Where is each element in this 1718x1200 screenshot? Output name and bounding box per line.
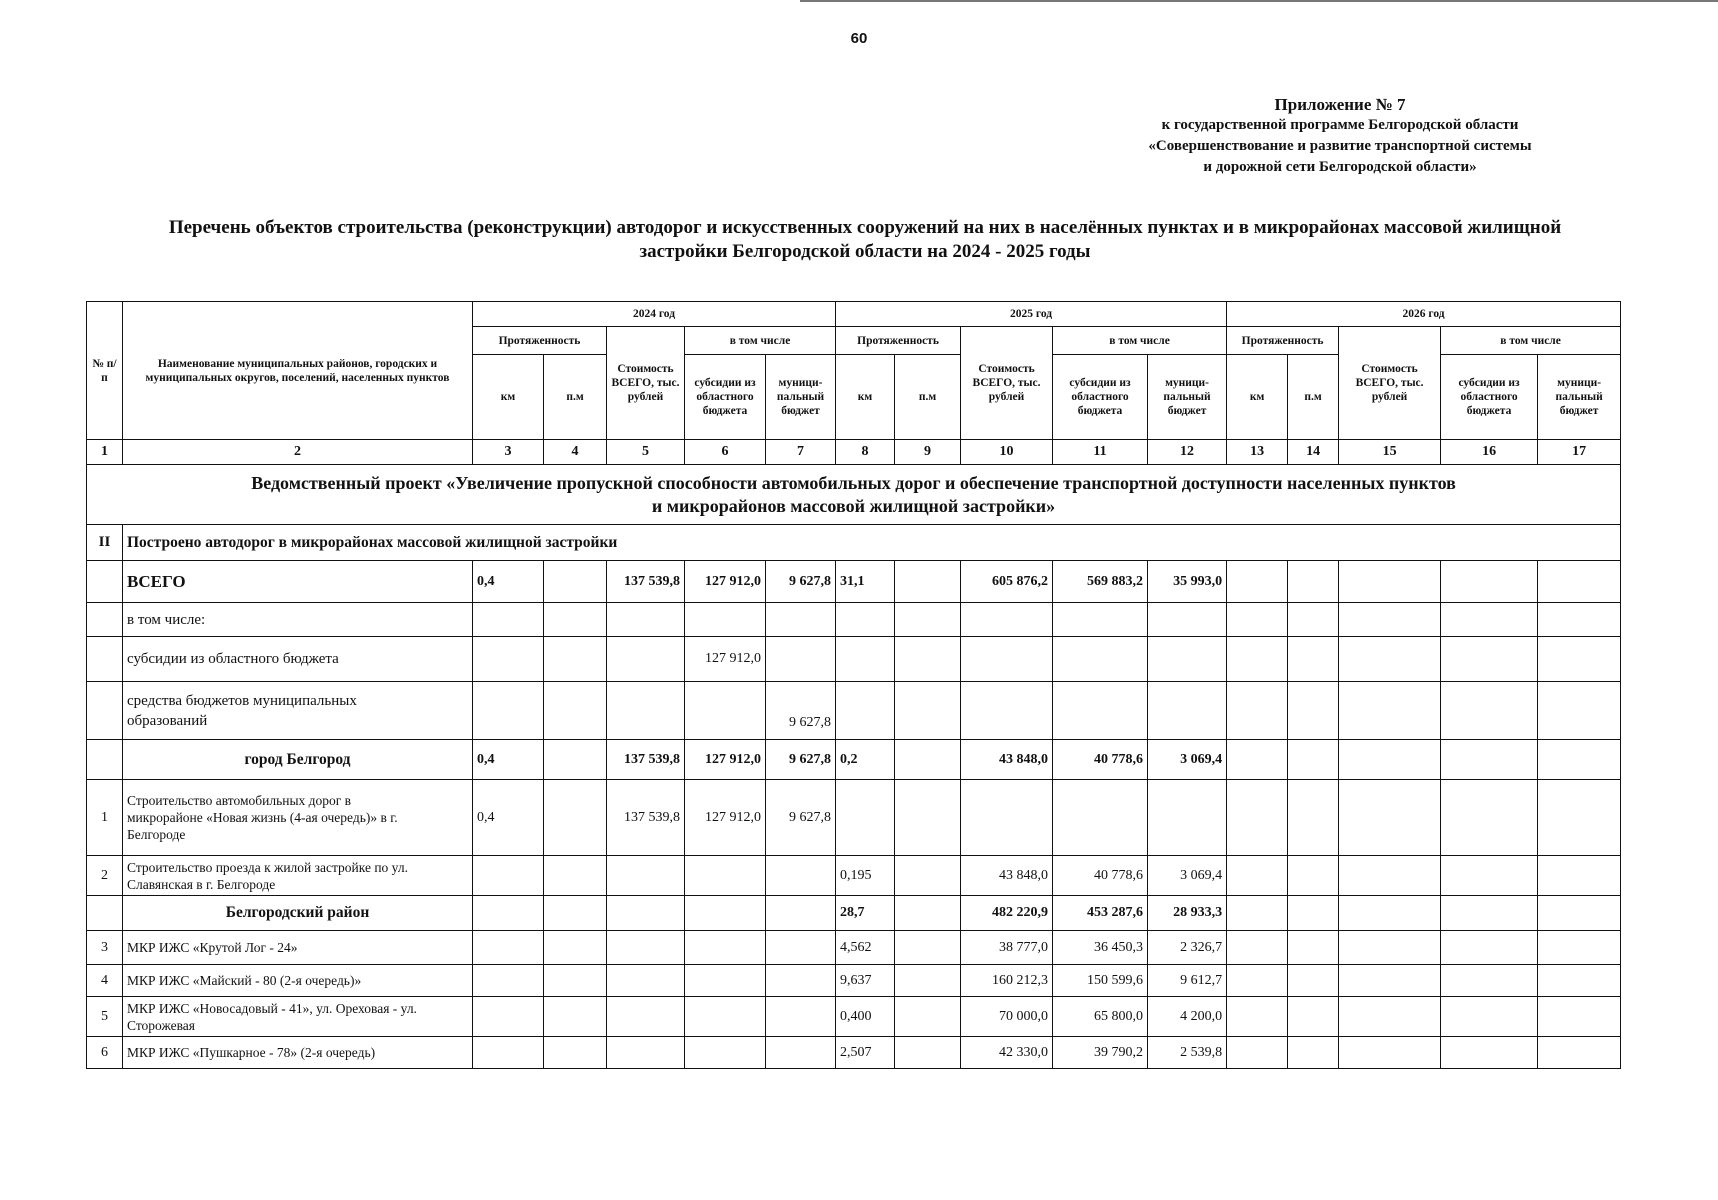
- cell-municipal-2026: [1538, 740, 1621, 780]
- header-pm: п.м: [1288, 355, 1339, 440]
- column-number-row: [87, 440, 1621, 465]
- header-year-2024: 2024 год: [473, 302, 836, 327]
- document-title-line: застройки Белгородской области на 2024 - 2025 годы: [639, 241, 1091, 262]
- row-number: 2: [87, 856, 123, 896]
- cell-subsidy-2025: [1053, 682, 1148, 740]
- cell-subsidy-2024: [685, 603, 766, 637]
- column-number: 16: [1441, 440, 1538, 465]
- cell-subsidy-2024: 127 912,0: [685, 780, 766, 856]
- cell-cost-2024: 137 539,8: [607, 740, 685, 780]
- cell-pm-2026: [1288, 1037, 1339, 1069]
- cell-subsidy-2024: [685, 965, 766, 997]
- header-km: км: [836, 355, 895, 440]
- cell-subsidy-2025: 150 599,6: [1053, 965, 1148, 997]
- cell-subsidy-2025: [1053, 637, 1148, 682]
- table-row: [87, 931, 1621, 965]
- cell-km-2025: 2,507: [836, 1037, 895, 1069]
- appendix-line: и дорожной сети Белгородской области»: [1203, 159, 1477, 175]
- header-municipal: муници-пальный бюджет: [766, 355, 836, 440]
- row-name: МКР ИЖС «Пушкарное - 78» (2-я очередь): [123, 1037, 473, 1069]
- cell-subsidy-2026: [1441, 997, 1538, 1037]
- cell-cost-2024: [607, 965, 685, 997]
- cell-km-2025: 0,195: [836, 856, 895, 896]
- row-name: МКР ИЖС «Майский - 80 (2-я очередь)»: [123, 965, 473, 997]
- column-number: 7: [766, 440, 836, 465]
- appendix-line: к государственной программе Белгородской области: [1161, 117, 1519, 133]
- cell-km-2025: [836, 603, 895, 637]
- cell-municipal-2025: [1148, 603, 1227, 637]
- cell-pm-2024: [544, 1037, 607, 1069]
- cell-cost-2026: [1339, 740, 1441, 780]
- cell-municipal-2024: [766, 997, 836, 1037]
- cell-municipal-2024: [766, 965, 836, 997]
- cell-pm-2024: [544, 856, 607, 896]
- header-pm: п.м: [895, 355, 961, 440]
- cell-subsidy-2025: [1053, 603, 1148, 637]
- header-length: Протяженность: [836, 327, 961, 355]
- cell-municipal-2025: 2 326,7: [1148, 931, 1227, 965]
- cell-cost-2026: [1339, 856, 1441, 896]
- cell-cost-2024: [607, 931, 685, 965]
- cell-subsidy-2026: [1441, 965, 1538, 997]
- project-row: [87, 465, 1621, 525]
- table-row: [87, 1037, 1621, 1069]
- cell-cost-2024: [607, 637, 685, 682]
- cell-pm-2024: [544, 965, 607, 997]
- cell-pm-2024: [544, 637, 607, 682]
- table-row: [87, 561, 1621, 603]
- header-length: Протяженность: [1227, 327, 1339, 355]
- row-name: ВСЕГО: [123, 561, 473, 603]
- column-number: 1: [87, 440, 123, 465]
- cell-municipal-2025: 3 069,4: [1148, 856, 1227, 896]
- cell-pm-2024: [544, 896, 607, 931]
- table-row: [87, 637, 1621, 682]
- cell-pm-2026: [1288, 965, 1339, 997]
- cell-pm-2026: [1288, 896, 1339, 931]
- column-number: 9: [895, 440, 961, 465]
- cell-pm-2025: [895, 603, 961, 637]
- cell-km-2026: [1227, 637, 1288, 682]
- row-number: [87, 896, 123, 931]
- cell-subsidy-2024: [685, 997, 766, 1037]
- cell-pm-2025: [895, 856, 961, 896]
- column-number: 8: [836, 440, 895, 465]
- table-row: [87, 965, 1621, 997]
- cell-municipal-2026: [1538, 896, 1621, 931]
- cell-cost-2024: [607, 603, 685, 637]
- cell-km-2024: [473, 637, 544, 682]
- cell-subsidy-2025: 453 287,6: [1053, 896, 1148, 931]
- cell-cost-2024: [607, 896, 685, 931]
- cell-cost-2026: [1339, 997, 1441, 1037]
- cell-municipal-2026: [1538, 1037, 1621, 1069]
- cell-pm-2026: [1288, 931, 1339, 965]
- cell-cost-2025: [961, 780, 1053, 856]
- row-number: [87, 561, 123, 603]
- cell-km-2024: [473, 856, 544, 896]
- cell-pm-2025: [895, 740, 961, 780]
- row-name: Белгородский район: [123, 896, 473, 931]
- cell-municipal-2026: [1538, 997, 1621, 1037]
- cell-municipal-2025: 3 069,4: [1148, 740, 1227, 780]
- cell-municipal-2026: [1538, 856, 1621, 896]
- cell-km-2025: 28,7: [836, 896, 895, 931]
- cell-municipal-2024: 9 627,8: [766, 780, 836, 856]
- cell-km-2025: 31,1: [836, 561, 895, 603]
- cell-municipal-2025: 4 200,0: [1148, 997, 1227, 1037]
- cell-cost-2024: [607, 682, 685, 740]
- cell-subsidy-2026: [1441, 856, 1538, 896]
- cell-municipal-2024: [766, 1037, 836, 1069]
- cell-pm-2025: [895, 637, 961, 682]
- column-number: 6: [685, 440, 766, 465]
- cell-km-2026: [1227, 561, 1288, 603]
- table-row: [87, 856, 1621, 896]
- column-number: 13: [1227, 440, 1288, 465]
- cell-km-2026: [1227, 965, 1288, 997]
- cell-subsidy-2026: [1441, 740, 1538, 780]
- cell-km-2026: [1227, 603, 1288, 637]
- column-number: 10: [961, 440, 1053, 465]
- table-row: [87, 603, 1621, 637]
- cell-cost-2024: [607, 856, 685, 896]
- row-number: 5: [87, 997, 123, 1037]
- cell-municipal-2025: 35 993,0: [1148, 561, 1227, 603]
- cell-pm-2024: [544, 603, 607, 637]
- cell-cost-2024: [607, 1037, 685, 1069]
- cell-pm-2025: [895, 931, 961, 965]
- cell-municipal-2024: [766, 637, 836, 682]
- cell-pm-2025: [895, 780, 961, 856]
- row-name: Строительство проезда к жилой застройке по ул. Славянская в г. Белгороде: [123, 856, 473, 896]
- header-including: в том числе: [685, 327, 836, 355]
- cell-subsidy-2024: [685, 856, 766, 896]
- cell-subsidy-2026: [1441, 603, 1538, 637]
- cell-pm-2026: [1288, 637, 1339, 682]
- cell-pm-2024: [544, 561, 607, 603]
- header-year-2026: 2026 год: [1227, 302, 1621, 327]
- cell-km-2026: [1227, 1037, 1288, 1069]
- cell-km-2025: 0,2: [836, 740, 895, 780]
- row-name: МКР ИЖС «Крутой Лог - 24»: [123, 931, 473, 965]
- section-row: [87, 525, 1621, 561]
- row-name: Строительство автомобильных дорог в микрорайоне «Новая жизнь (4-ая очередь)» в г. Белгороде: [123, 780, 473, 856]
- cell-pm-2026: [1288, 682, 1339, 740]
- cell-subsidy-2025: 40 778,6: [1053, 740, 1148, 780]
- header-km: км: [1227, 355, 1288, 440]
- cell-cost-2025: 42 330,0: [961, 1037, 1053, 1069]
- cell-cost-2025: 43 848,0: [961, 740, 1053, 780]
- cell-cost-2026: [1339, 780, 1441, 856]
- header-length: Протяженность: [473, 327, 607, 355]
- cell-pm-2024: [544, 997, 607, 1037]
- cell-km-2026: [1227, 682, 1288, 740]
- cell-municipal-2024: [766, 603, 836, 637]
- cell-subsidy-2024: 127 912,0: [685, 637, 766, 682]
- cell-subsidy-2025: [1053, 780, 1148, 856]
- cell-municipal-2026: [1538, 965, 1621, 997]
- cell-municipal-2024: 9 627,8: [766, 740, 836, 780]
- project-title-line: и микрорайонов массовой жилищной застройки»: [651, 495, 1056, 516]
- document-title: [90, 216, 1640, 264]
- cell-cost-2026: [1339, 603, 1441, 637]
- row-name: в том числе:: [123, 603, 473, 637]
- row-name: субсидии из областного бюджета: [123, 637, 473, 682]
- top-border-line: [800, 0, 1718, 2]
- appendix-title: Приложение № 7: [1274, 95, 1406, 114]
- header-name: Наименование муниципальных районов, городских и муниципальных округов, поселений, населенных пунктов: [123, 302, 473, 440]
- cell-cost-2025: 70 000,0: [961, 997, 1053, 1037]
- cell-cost-2026: [1339, 561, 1441, 603]
- objects-table: [86, 301, 1621, 1069]
- cell-subsidy-2024: [685, 1037, 766, 1069]
- cell-subsidy-2025: 39 790,2: [1053, 1037, 1148, 1069]
- cell-pm-2025: [895, 896, 961, 931]
- row-name: средства бюджетов муниципальных образований: [123, 682, 473, 740]
- column-number: 4: [544, 440, 607, 465]
- column-number: 12: [1148, 440, 1227, 465]
- header-km: км: [473, 355, 544, 440]
- row-number: [87, 603, 123, 637]
- project-title-line: Ведомственный проект «Увеличение пропускной способности автомобильных дорог и обеспечение транспортной доступности населенных пунктов: [251, 472, 1456, 493]
- cell-cost-2026: [1339, 637, 1441, 682]
- header-pm: п.м: [544, 355, 607, 440]
- cell-km-2024: [473, 896, 544, 931]
- appendix-block: [1100, 94, 1580, 178]
- cell-pm-2026: [1288, 561, 1339, 603]
- cell-municipal-2024: 9 627,8: [766, 682, 836, 740]
- cell-subsidy-2024: 127 912,0: [685, 740, 766, 780]
- cell-cost-2024: 137 539,8: [607, 780, 685, 856]
- row-number: 4: [87, 965, 123, 997]
- cell-subsidy-2026: [1441, 561, 1538, 603]
- cell-cost-2026: [1339, 931, 1441, 965]
- table-row: [87, 780, 1621, 856]
- cell-cost-2026: [1339, 682, 1441, 740]
- page-number: 60: [850, 30, 868, 47]
- cell-km-2026: [1227, 780, 1288, 856]
- cell-subsidy-2025: 65 800,0: [1053, 997, 1148, 1037]
- cell-pm-2026: [1288, 603, 1339, 637]
- cell-cost-2025: [961, 637, 1053, 682]
- cell-subsidy-2024: [685, 931, 766, 965]
- cell-km-2024: 0,4: [473, 561, 544, 603]
- cell-municipal-2026: [1538, 682, 1621, 740]
- cell-municipal-2024: [766, 931, 836, 965]
- row-name: МКР ИЖС «Новосадовый - 41», ул. Ореховая - ул. Сторожевая: [123, 997, 473, 1037]
- cell-municipal-2026: [1538, 603, 1621, 637]
- table-row: [87, 740, 1621, 780]
- cell-subsidy-2026: [1441, 931, 1538, 965]
- cell-pm-2025: [895, 1037, 961, 1069]
- cell-cost-2024: [607, 997, 685, 1037]
- cell-subsidy-2025: 36 450,3: [1053, 931, 1148, 965]
- cell-km-2024: [473, 997, 544, 1037]
- cell-pm-2025: [895, 965, 961, 997]
- cell-km-2025: [836, 682, 895, 740]
- cell-cost-2025: 160 212,3: [961, 965, 1053, 997]
- cell-km-2026: [1227, 856, 1288, 896]
- cell-subsidy-2025: 40 778,6: [1053, 856, 1148, 896]
- header-municipal: муници-пальный бюджет: [1538, 355, 1621, 440]
- header-cost: Стоимость ВСЕГО, тыс. рублей: [961, 327, 1053, 440]
- cell-km-2025: [836, 780, 895, 856]
- cell-pm-2024: [544, 780, 607, 856]
- cell-km-2025: 9,637: [836, 965, 895, 997]
- cell-cost-2025: 38 777,0: [961, 931, 1053, 965]
- cell-municipal-2024: [766, 896, 836, 931]
- cell-cost-2026: [1339, 1037, 1441, 1069]
- row-number: 6: [87, 1037, 123, 1069]
- header-cost: Стоимость ВСЕГО, тыс. рублей: [1339, 327, 1441, 440]
- table-row: [87, 997, 1621, 1037]
- header-cost: Стоимость ВСЕГО, тыс. рублей: [607, 327, 685, 440]
- cell-km-2026: [1227, 896, 1288, 931]
- table-row: [87, 896, 1621, 931]
- cell-pm-2024: [544, 682, 607, 740]
- cell-km-2024: [473, 682, 544, 740]
- cell-km-2024: [473, 1037, 544, 1069]
- cell-km-2025: 0,400: [836, 997, 895, 1037]
- appendix-line: «Совершенствование и развитие транспортной системы: [1148, 138, 1532, 154]
- cell-municipal-2025: [1148, 682, 1227, 740]
- section-number: II: [87, 525, 123, 561]
- cell-cost-2025: 43 848,0: [961, 856, 1053, 896]
- cell-cost-2024: 137 539,8: [607, 561, 685, 603]
- header-subsidy: субсидии из областного бюджета: [685, 355, 766, 440]
- cell-km-2026: [1227, 740, 1288, 780]
- cell-municipal-2025: 28 933,3: [1148, 896, 1227, 931]
- cell-municipal-2024: 9 627,8: [766, 561, 836, 603]
- header-subsidy: субсидии из областного бюджета: [1053, 355, 1148, 440]
- row-number: [87, 682, 123, 740]
- cell-cost-2026: [1339, 965, 1441, 997]
- cell-pm-2024: [544, 740, 607, 780]
- cell-municipal-2026: [1538, 780, 1621, 856]
- cell-km-2025: [836, 637, 895, 682]
- cell-pm-2025: [895, 682, 961, 740]
- row-name: город Белгород: [123, 740, 473, 780]
- header-no: № п/п: [87, 302, 123, 440]
- cell-municipal-2026: [1538, 561, 1621, 603]
- cell-cost-2025: [961, 682, 1053, 740]
- cell-subsidy-2026: [1441, 637, 1538, 682]
- cell-km-2024: [473, 603, 544, 637]
- cell-subsidy-2025: 569 883,2: [1053, 561, 1148, 603]
- row-number: 1: [87, 780, 123, 856]
- header-year-2025: 2025 год: [836, 302, 1227, 327]
- project-title: [87, 465, 1621, 525]
- cell-municipal-2024: [766, 856, 836, 896]
- cell-municipal-2025: 9 612,7: [1148, 965, 1227, 997]
- cell-municipal-2025: [1148, 637, 1227, 682]
- cell-pm-2026: [1288, 740, 1339, 780]
- cell-km-2024: [473, 965, 544, 997]
- cell-cost-2025: 605 876,2: [961, 561, 1053, 603]
- row-number: [87, 740, 123, 780]
- cell-subsidy-2026: [1441, 780, 1538, 856]
- header-including: в том числе: [1053, 327, 1227, 355]
- cell-km-2025: 4,562: [836, 931, 895, 965]
- document-title-line: Перечень объектов строительства (реконструкции) автодорог и искусственных сооружений на них в населённых пунктах и в микрорайонах массовой жилищной: [168, 217, 1562, 238]
- table-row: [87, 682, 1621, 740]
- column-number: 15: [1339, 440, 1441, 465]
- cell-pm-2024: [544, 931, 607, 965]
- cell-pm-2025: [895, 997, 961, 1037]
- cell-municipal-2025: [1148, 780, 1227, 856]
- cell-pm-2025: [895, 561, 961, 603]
- cell-cost-2026: [1339, 896, 1441, 931]
- cell-subsidy-2026: [1441, 896, 1538, 931]
- cell-km-2024: 0,4: [473, 740, 544, 780]
- cell-km-2024: 0,4: [473, 780, 544, 856]
- cell-km-2026: [1227, 997, 1288, 1037]
- cell-pm-2026: [1288, 856, 1339, 896]
- cell-subsidy-2024: [685, 896, 766, 931]
- cell-subsidy-2024: [685, 682, 766, 740]
- cell-subsidy-2026: [1441, 682, 1538, 740]
- section-title: Построено автодорог в микрорайонах массовой жилищной застройки: [123, 525, 1621, 561]
- header-including: в том числе: [1441, 327, 1621, 355]
- column-number: 17: [1538, 440, 1621, 465]
- header-municipal: муници-пальный бюджет: [1148, 355, 1227, 440]
- cell-km-2026: [1227, 931, 1288, 965]
- row-number: [87, 637, 123, 682]
- cell-subsidy-2026: [1441, 1037, 1538, 1069]
- column-number: 5: [607, 440, 685, 465]
- column-number: 11: [1053, 440, 1148, 465]
- column-number: 2: [123, 440, 473, 465]
- column-number: 3: [473, 440, 544, 465]
- cell-municipal-2026: [1538, 931, 1621, 965]
- column-number: 14: [1288, 440, 1339, 465]
- cell-pm-2026: [1288, 780, 1339, 856]
- row-number: 3: [87, 931, 123, 965]
- cell-cost-2025: [961, 603, 1053, 637]
- cell-cost-2025: 482 220,9: [961, 896, 1053, 931]
- header-subsidy: субсидии из областного бюджета: [1441, 355, 1538, 440]
- cell-municipal-2025: 2 539,8: [1148, 1037, 1227, 1069]
- cell-km-2024: [473, 931, 544, 965]
- cell-pm-2026: [1288, 997, 1339, 1037]
- cell-subsidy-2024: 127 912,0: [685, 561, 766, 603]
- cell-municipal-2026: [1538, 637, 1621, 682]
